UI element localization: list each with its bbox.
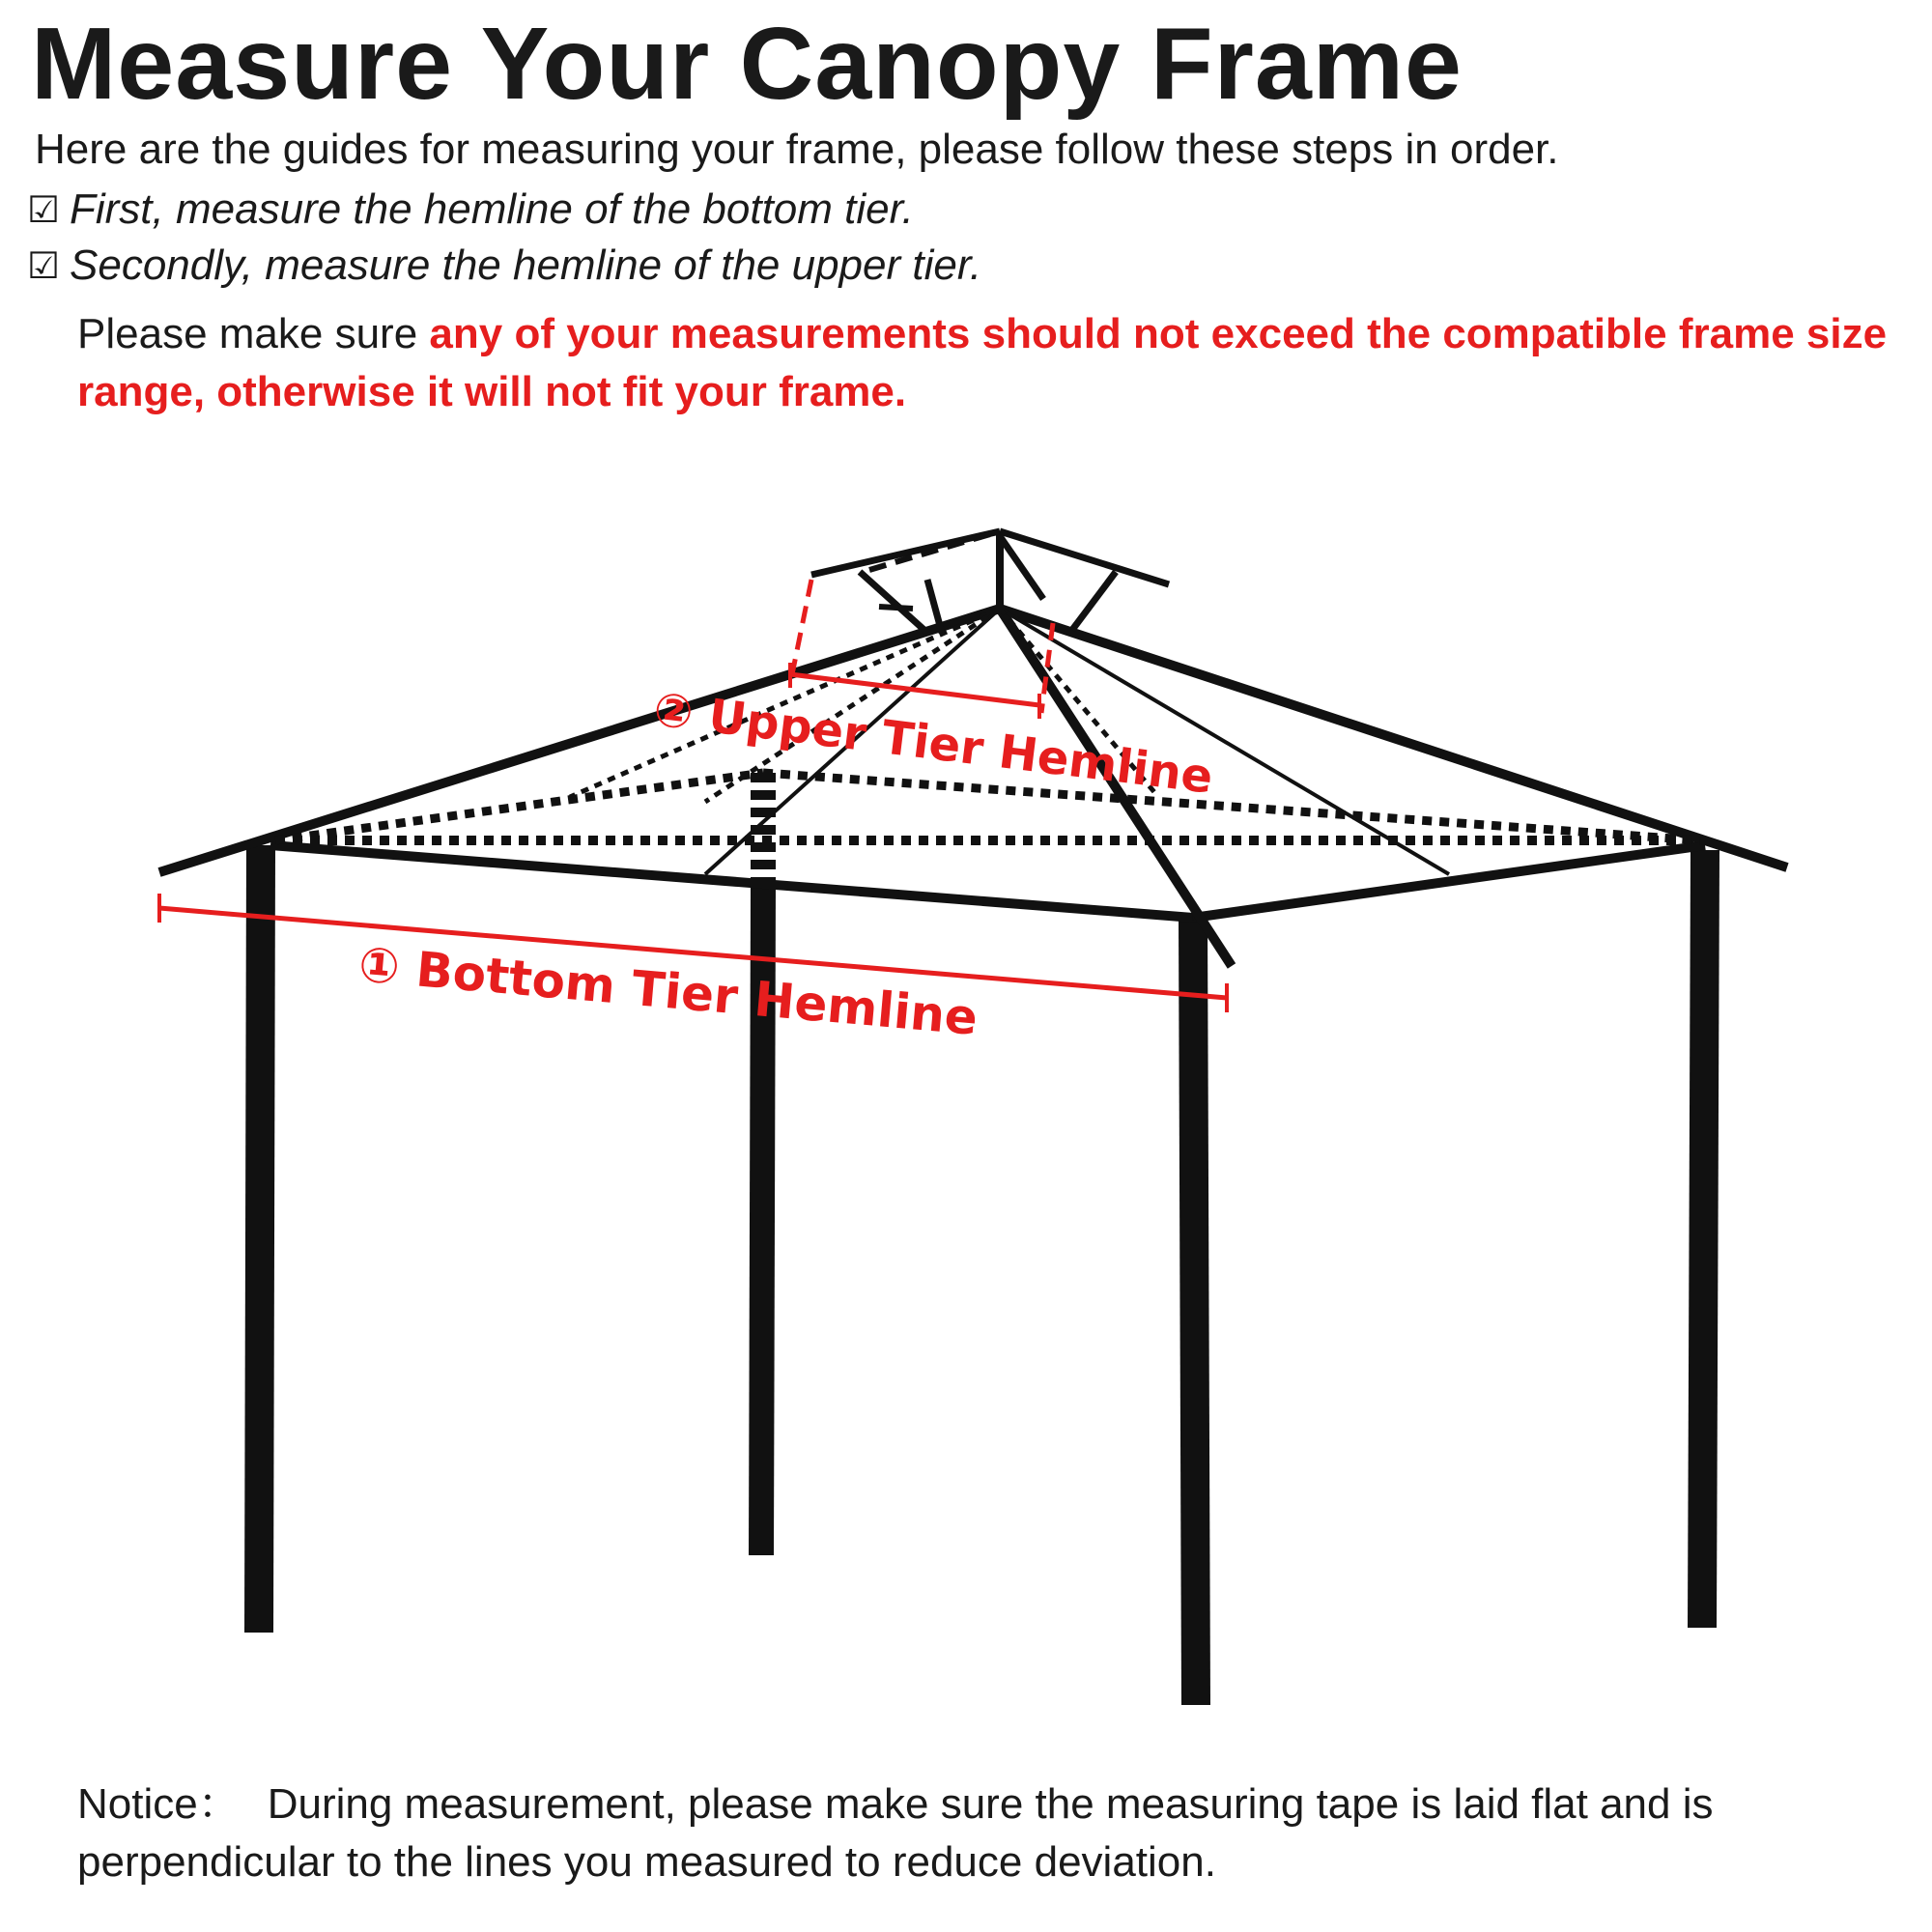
bottom-tier-label: ① Bottom Tier Hemline <box>355 936 980 1046</box>
warning-highlight: any of your measurements should not exceed the compatible frame size range, otherwise it will not fit your frame. <box>77 310 1888 415</box>
intro-text: Here are the guides for measuring your frame, please follow these steps in order. <box>35 126 1559 173</box>
vent-strut-1 <box>860 572 927 633</box>
vent-roof-back <box>869 531 1000 570</box>
canopy-frame-diagram <box>0 464 1932 1719</box>
vent-crossbar <box>879 607 913 609</box>
vent-roof-left <box>811 531 1000 575</box>
notice-text <box>77 1776 1874 1891</box>
warning-prefix: Please make sure <box>77 310 430 357</box>
notice-label: Notice： <box>77 1780 241 1828</box>
step-item-1 <box>27 185 914 234</box>
step-text-1: First, measure the hemline of the bottom tier. <box>70 185 914 233</box>
warning-text <box>77 305 1893 421</box>
step-item-2 <box>27 242 981 290</box>
vent-strut-4 <box>1072 572 1116 630</box>
hidden-eave-right <box>763 773 1700 840</box>
page-title: Measure Your Canopy Frame <box>31 7 1463 121</box>
beam-front <box>270 845 1193 918</box>
leg-back-right <box>1702 850 1705 1628</box>
upper-hemline-arrow <box>790 674 1039 705</box>
leg-front-left <box>259 845 261 1633</box>
notice-body: During measurement, please make sure the measuring tape is laid flat and is perpendicular to the lines you measured to reduce deviation. <box>77 1780 1714 1886</box>
beam-right <box>1193 845 1705 918</box>
leg-front-right <box>1193 918 1196 1705</box>
upper-tier-label: ② Upper Tier Hemline <box>650 682 1216 805</box>
checkbox-checked-icon: ☑ <box>27 245 61 287</box>
gazebo-frame <box>159 531 1787 1705</box>
hidden-eave-left <box>275 773 763 840</box>
checkbox-checked-icon: ☑ <box>27 189 61 231</box>
step-text-2: Secondly, measure the hemline of the upper tier. <box>70 242 982 289</box>
